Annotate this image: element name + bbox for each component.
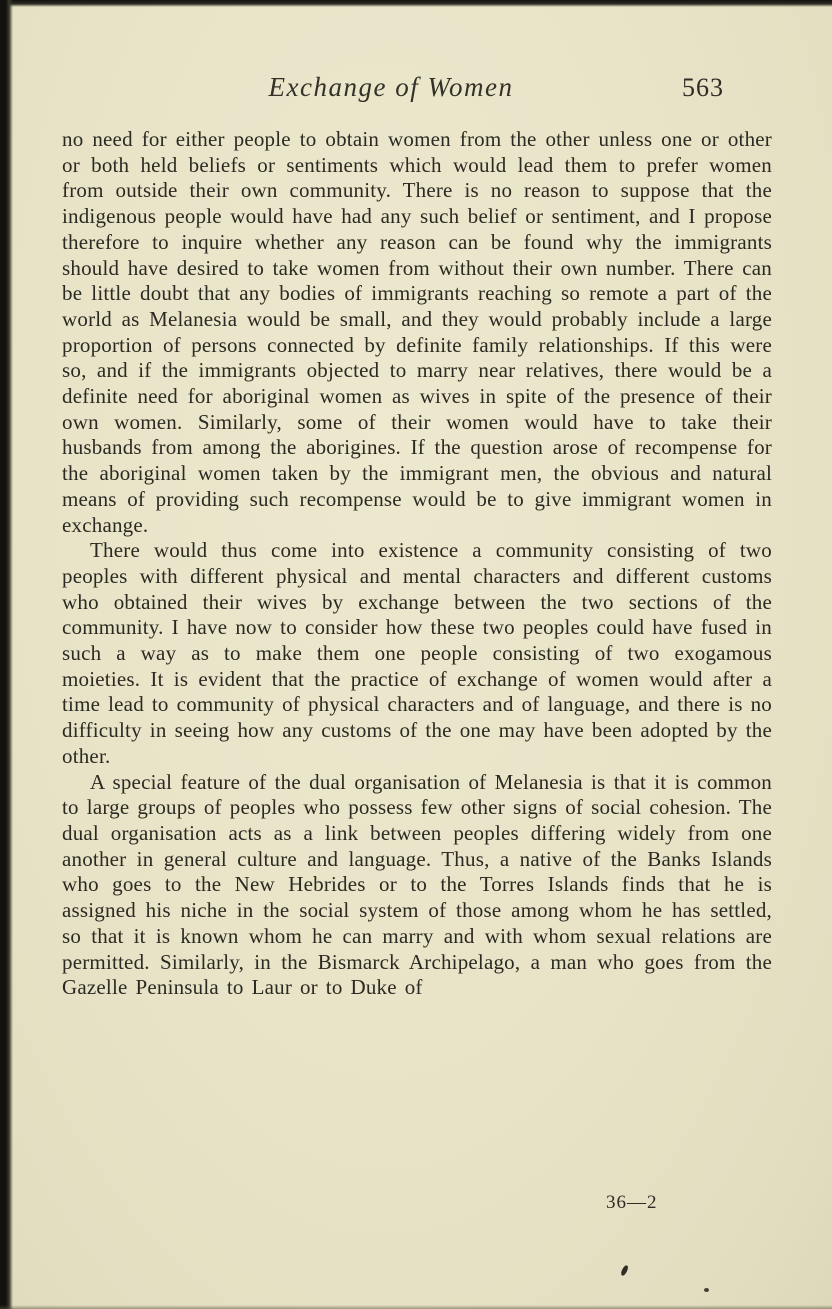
scan-edge-left (0, 0, 13, 1309)
body-text (62, 127, 772, 1001)
paragraph: There would thus come into existence a community consisting of two peoples with different physical and mental characters and different customs who obtained their wives by exchange between the two sections of the community. I have now to consider how these two peoples could have fused in such a way as to make them one people consisting of two exogamous moieties. It is evident that the practice of exchange of women would after a time lead to community of physical characters and of language, and there is no difficulty in seeing how any customs of the one may have been adopted by the other. (62, 538, 772, 768)
scan-edge-bottom (0, 1305, 832, 1309)
paragraph: no need for either people to obtain women from the other unless one or other or both held beliefs or sentiments which would lead them to prefer women from outside their own community. There is no reason to suppose that the indigenous people would have had any such belief or sentiment, and I propose therefore to inquire whether any reason can be found why the immigrants should have desired to take women from without their own number. There can be little doubt that any bodies of immigrants reaching so remote a part of the world as Melanesia would be small, and they would probably include a large proportion of persons connected by definite family relationships. If this were so, and if the immigrants objected to marry near relatives, there would be a definite need for aboriginal women as wives in spite of the presence of their own women. Similarly, some of their women would have to take their husbands from among the aborigines. If the question arose of recompense for the aboriginal women taken by the immigrant men, the obvious and natural means of providing such recompense would be to give immigrant women in exchange. (62, 127, 772, 537)
ink-speck (620, 1264, 629, 1276)
running-head (62, 72, 772, 112)
ink-speck (704, 1288, 709, 1292)
page-number: 563 (682, 73, 724, 102)
scan-edge-top (0, 0, 832, 7)
paragraph: A special feature of the dual organisation of Melanesia is that it is common to large groups of peoples who possess few other signs of social cohesion. The dual organisation acts as a link between peoples differing widely from one another in general culture and language. Thus, a native of the Banks Islands who goes to the New Hebrides or to the Torres Islands finds that he is assigned his niche in the social system of those among whom he has settled, so that it is known whom he can marry and with whom sexual relations are permitted. Similarly, in the Bismarck Archipelago, a man who goes from the Gazelle Peninsula to Laur or to Duke of (62, 769, 772, 1000)
page-title: Exchange of Women (268, 72, 514, 102)
signature-mark: 36—2 (606, 1192, 658, 1213)
